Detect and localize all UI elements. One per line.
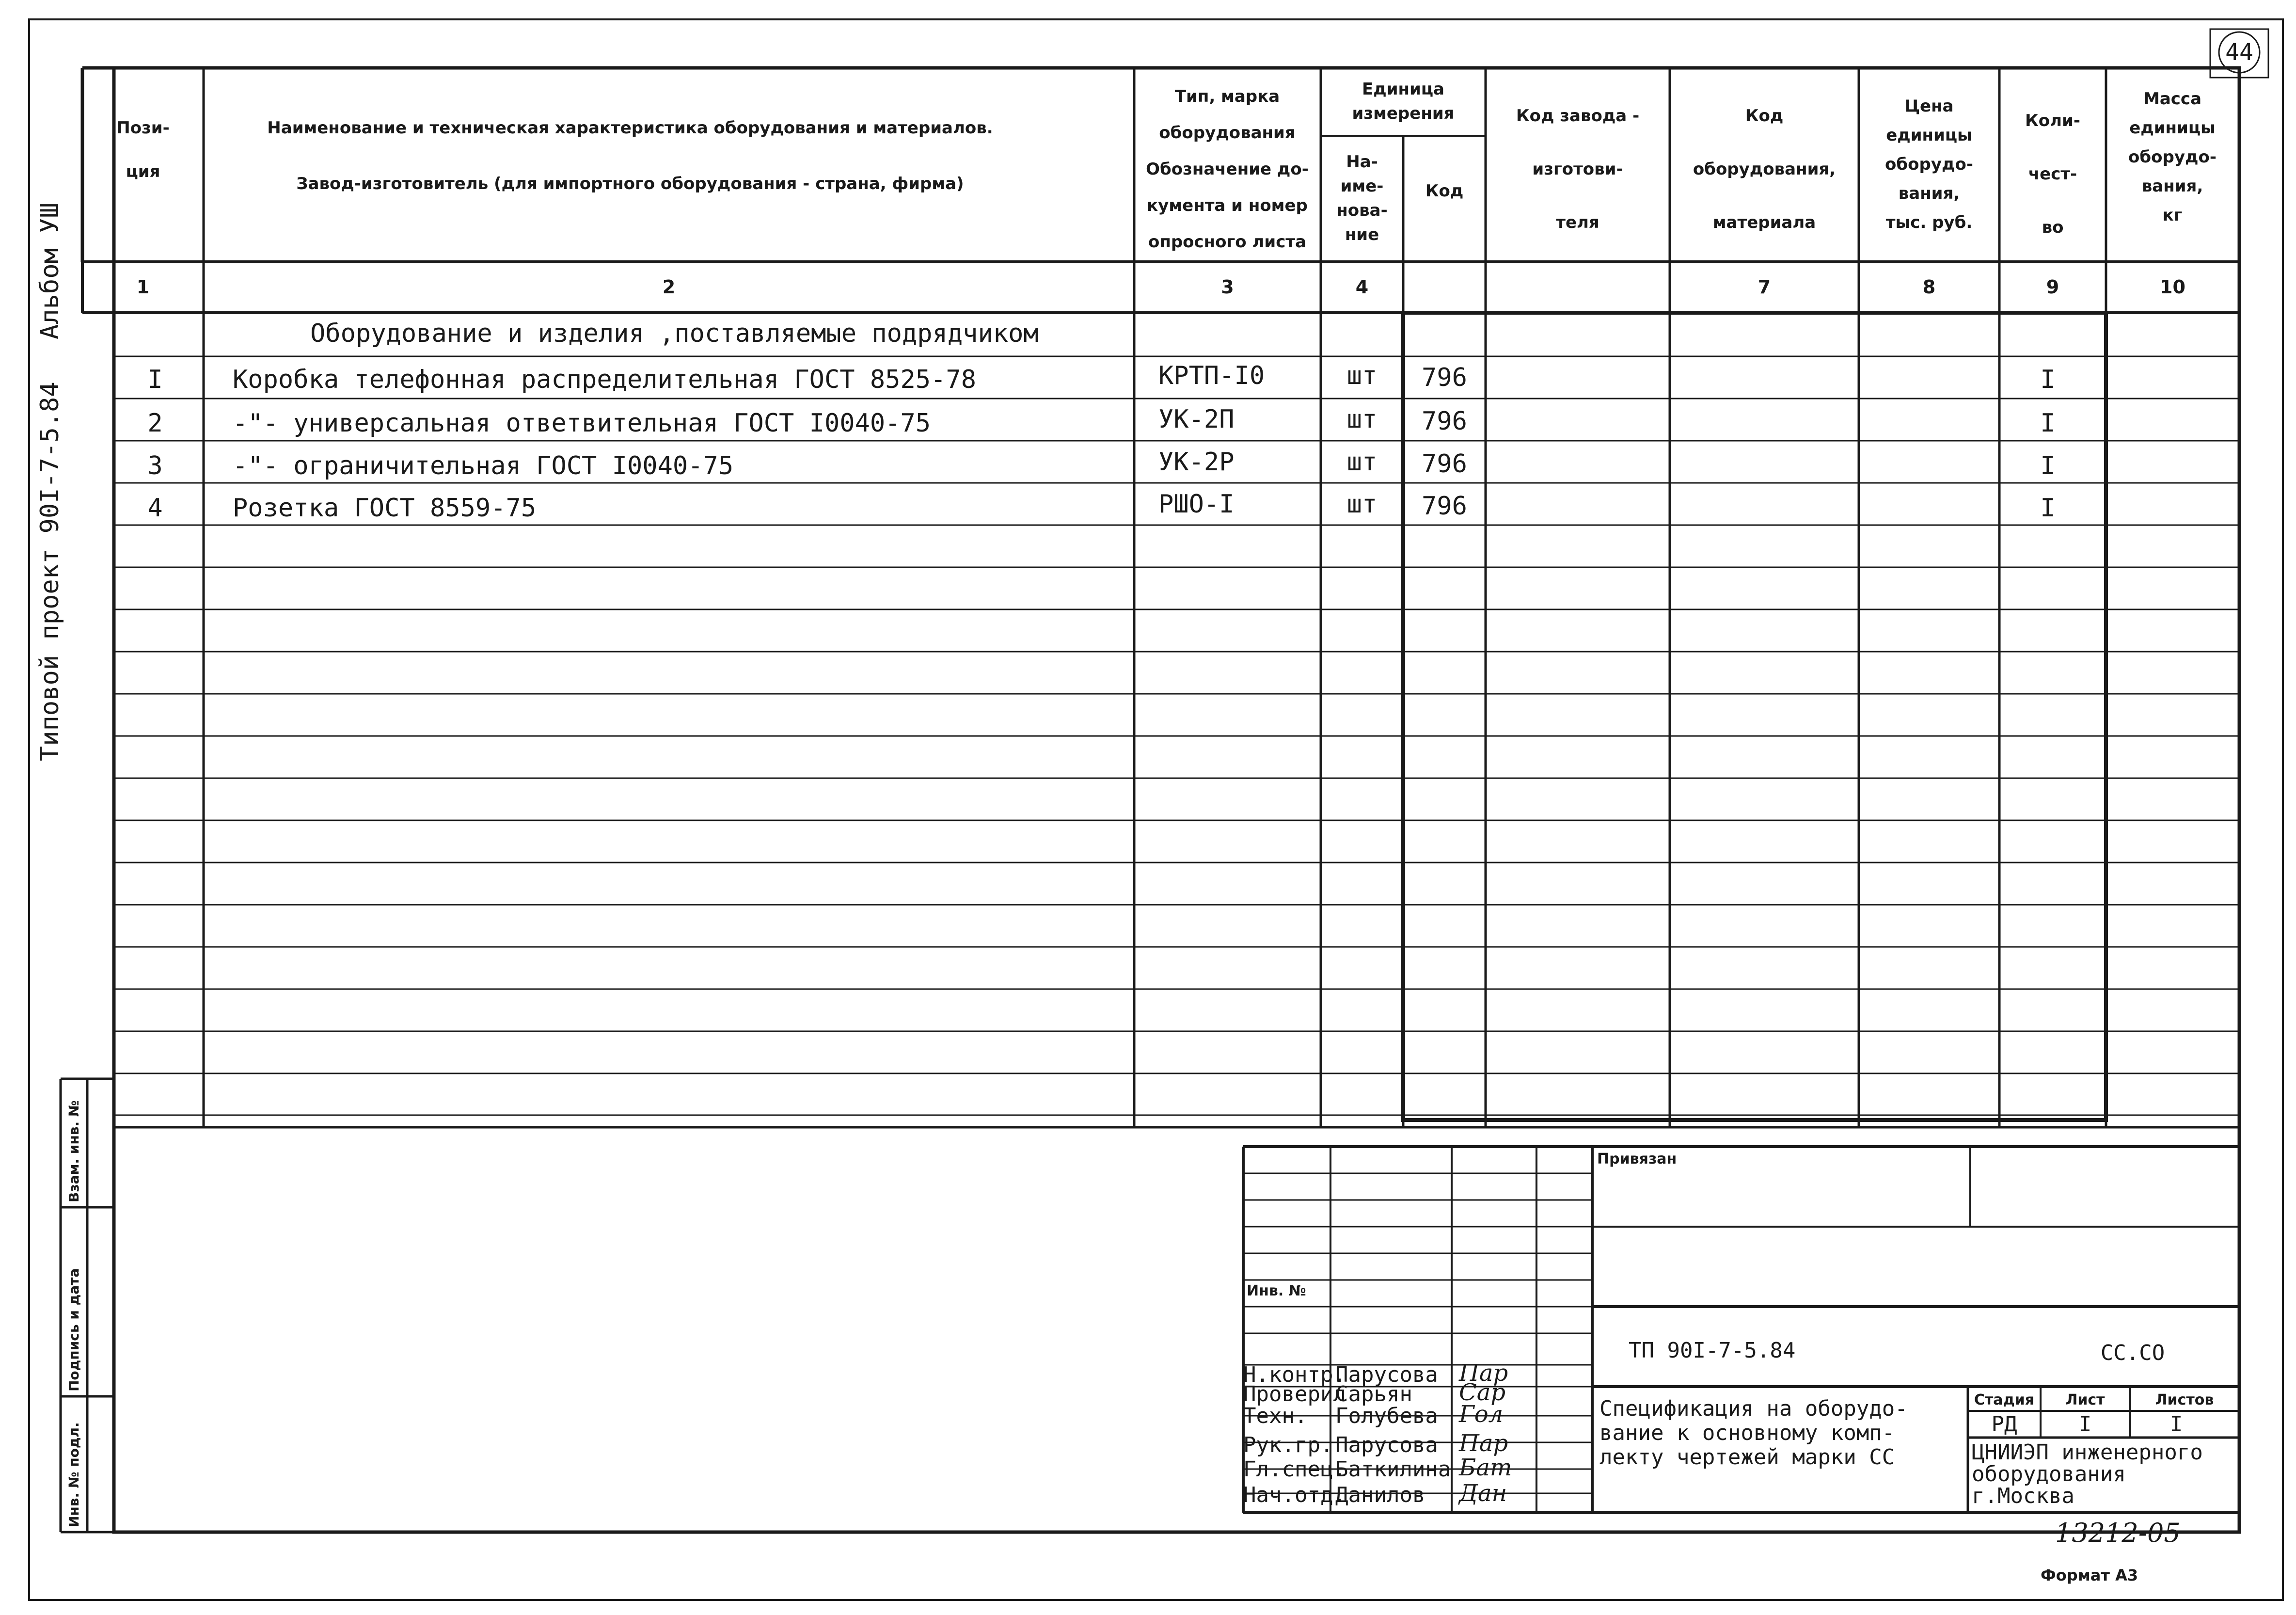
tb-signer-signature: Гол [1459, 1401, 1504, 1428]
row-position: 2 [147, 409, 163, 438]
row-unit-code: 796 [1422, 492, 1467, 521]
header-unit: Единица [1362, 80, 1444, 99]
binding-inv-no: Инв. № подл. [66, 1422, 82, 1527]
sheet-number: 44 [2225, 39, 2253, 66]
tb-stage: РД [1991, 1412, 2017, 1437]
header-type: кумента и номер [1147, 196, 1308, 215]
header-position: Пози- [116, 118, 170, 138]
header-maker-code: изготови- [1532, 160, 1623, 179]
project-label: Типовой проект 90I-7-5.84 [35, 382, 64, 761]
tb-mark: СС.СО [2100, 1341, 2165, 1365]
row-quantity: I [2040, 365, 2056, 394]
tb-title-line: Спецификация на оборудо- [1599, 1396, 1908, 1421]
tb-signer-signature: Дан [1459, 1480, 1507, 1507]
header-mass: оборудо- [2128, 147, 2217, 167]
section-title: Оборудование и изделия ,поставляемые подрядчиком [310, 319, 1039, 348]
title-block [1243, 1147, 2239, 1513]
row-type: УК-2П [1158, 405, 1235, 434]
tb-title-line: вание к основному комп- [1599, 1421, 1895, 1445]
header-mass: кг [2162, 206, 2183, 225]
tb-signer-name: Данилов [1335, 1483, 1425, 1507]
tb-signer-signature: Пар [1459, 1359, 1508, 1387]
inner-frame [114, 68, 2239, 1532]
row-unit-code: 796 [1422, 407, 1467, 436]
row-unit: шт [1346, 361, 1378, 390]
row-name: Коробка телефонная распределительная ГОСТ 8525-78 [233, 365, 977, 394]
row-quantity: I [2040, 494, 2056, 523]
album-label: Альбом УШ [35, 203, 64, 339]
tb-signer-role: Н.контр. [1243, 1362, 1346, 1387]
header-unit-name: На- [1346, 152, 1378, 172]
tb-signer-name: Сарьян [1335, 1382, 1412, 1407]
header-equipment-code: Код [1745, 106, 1784, 126]
header-type: опросного листа [1148, 232, 1307, 252]
row-unit: шт [1346, 448, 1378, 477]
header-quantity: во [2042, 218, 2064, 237]
tb-org-line: г.Москва [1972, 1484, 2074, 1508]
row-quantity: I [2040, 409, 2056, 438]
header-position: ция [126, 162, 160, 181]
header-quantity: Коли- [2025, 111, 2080, 130]
header-price: вания, [1898, 184, 1960, 203]
tb-org-line: ЦНИИЭП инженерного [1972, 1440, 2203, 1465]
tb-sheet-label: Лист [2065, 1391, 2105, 1408]
column-number: 2 [662, 276, 676, 298]
outer-frame [29, 19, 2283, 1600]
header-unit-name: ние [1345, 225, 1379, 244]
tb-privyazan: Привязан [1597, 1151, 1677, 1167]
tb-signer-role: Проверил [1243, 1382, 1346, 1407]
header-mass: вания, [2141, 176, 2203, 196]
tb-signer-role: Гл.спец. [1243, 1457, 1346, 1482]
archive-number: 13212-05 [2055, 1518, 2181, 1548]
column-number: 4 [1355, 276, 1369, 298]
tb-sheets-label: Листов [2155, 1391, 2214, 1408]
tb-stage-label: Стадия [1974, 1391, 2035, 1408]
tb-signer-signature: Сар [1459, 1379, 1506, 1406]
header-unit-code: Код [1425, 181, 1464, 201]
tb-signer-signature: Бат [1459, 1454, 1512, 1481]
row-quantity: I [2040, 451, 2056, 480]
row-name: -"- универсальная ответвительная ГОСТ I0040-75 [233, 409, 931, 438]
row-unit-code: 796 [1422, 363, 1467, 392]
header-unit-name: име- [1340, 176, 1384, 196]
tb-signer-name: Парусова [1335, 1362, 1438, 1387]
row-unit: шт [1346, 490, 1378, 519]
row-name: -"- ограничительная ГОСТ I0040-75 [233, 451, 734, 480]
table-header [116, 80, 2217, 252]
tb-signer-role: Рук.гр. [1243, 1433, 1333, 1457]
header-maker-code: Код завода - [1516, 106, 1640, 126]
column-number-row [137, 276, 2185, 298]
format-label: Формат А3 [2041, 1566, 2138, 1584]
tb-sheets: I [2169, 1412, 2183, 1437]
row-unit: шт [1346, 405, 1378, 434]
header-quantity: чест- [2028, 164, 2077, 184]
header-unit: измерения [1352, 104, 1455, 123]
header-name-line2: Завод-изготовитель (для импортного оборудования - страна, фирма) [296, 174, 964, 193]
header-price: Цена [1904, 96, 1954, 116]
row-type: УК-2Р [1158, 448, 1235, 477]
tb-signer-name: Баткилина [1335, 1457, 1451, 1482]
binding-sign-date: Подпись и дата [66, 1268, 82, 1391]
tb-signer-role: Техн. [1243, 1404, 1308, 1428]
row-position: 3 [147, 451, 163, 480]
binding-vzam-inv: Взам. инв. № [66, 1100, 82, 1202]
header-mass: единицы [2129, 118, 2216, 138]
column-number: 8 [1922, 276, 1936, 298]
tb-doc-code: ТП 90I-7-5.84 [1629, 1338, 1796, 1363]
header-equipment-code: материала [1712, 213, 1816, 232]
header-type: Тип, марка [1174, 87, 1280, 106]
column-number: 7 [1758, 276, 1771, 298]
row-type: РШО-I [1158, 490, 1235, 519]
row-type: КРТП-I0 [1158, 361, 1265, 390]
header-equipment-code: оборудования, [1693, 160, 1836, 179]
tb-org-line: оборудования [1972, 1462, 2126, 1487]
tb-signer-name: Голубева [1335, 1404, 1438, 1428]
tb-sheet: I [2078, 1412, 2092, 1437]
spec-rows [147, 361, 2055, 523]
header-name-line1: Наименование и техническая характеристика оборудования и материалов. [267, 118, 993, 138]
header-unit-name: нова- [1336, 201, 1388, 220]
tb-signer-signature: Пар [1459, 1430, 1508, 1457]
column-number: 3 [1221, 276, 1234, 298]
column-number: 10 [2160, 276, 2185, 298]
tb-signer-role: Нач.отд. [1243, 1483, 1346, 1507]
header-type: оборудования [1159, 123, 1296, 143]
tb-signer-name: Парусова [1335, 1433, 1438, 1457]
row-unit-code: 796 [1422, 449, 1467, 479]
tb-title-line: лекту чертежей марки СС [1599, 1445, 1895, 1470]
column-number: 1 [136, 276, 150, 298]
header-price: оборудо- [1885, 155, 1973, 174]
header-maker-code: теля [1556, 213, 1599, 232]
row-name: Розетка ГОСТ 8559-75 [233, 494, 537, 523]
column-number: 9 [2046, 276, 2059, 298]
row-position: I [147, 365, 163, 394]
row-position: 4 [147, 494, 163, 523]
header-mass: Масса [2143, 89, 2202, 109]
header-price: тыс. руб. [1885, 213, 1973, 232]
tb-inv-no: Инв. № [1247, 1282, 1306, 1299]
header-type: Обозначение до- [1146, 160, 1309, 179]
header-price: единицы [1886, 126, 1972, 145]
